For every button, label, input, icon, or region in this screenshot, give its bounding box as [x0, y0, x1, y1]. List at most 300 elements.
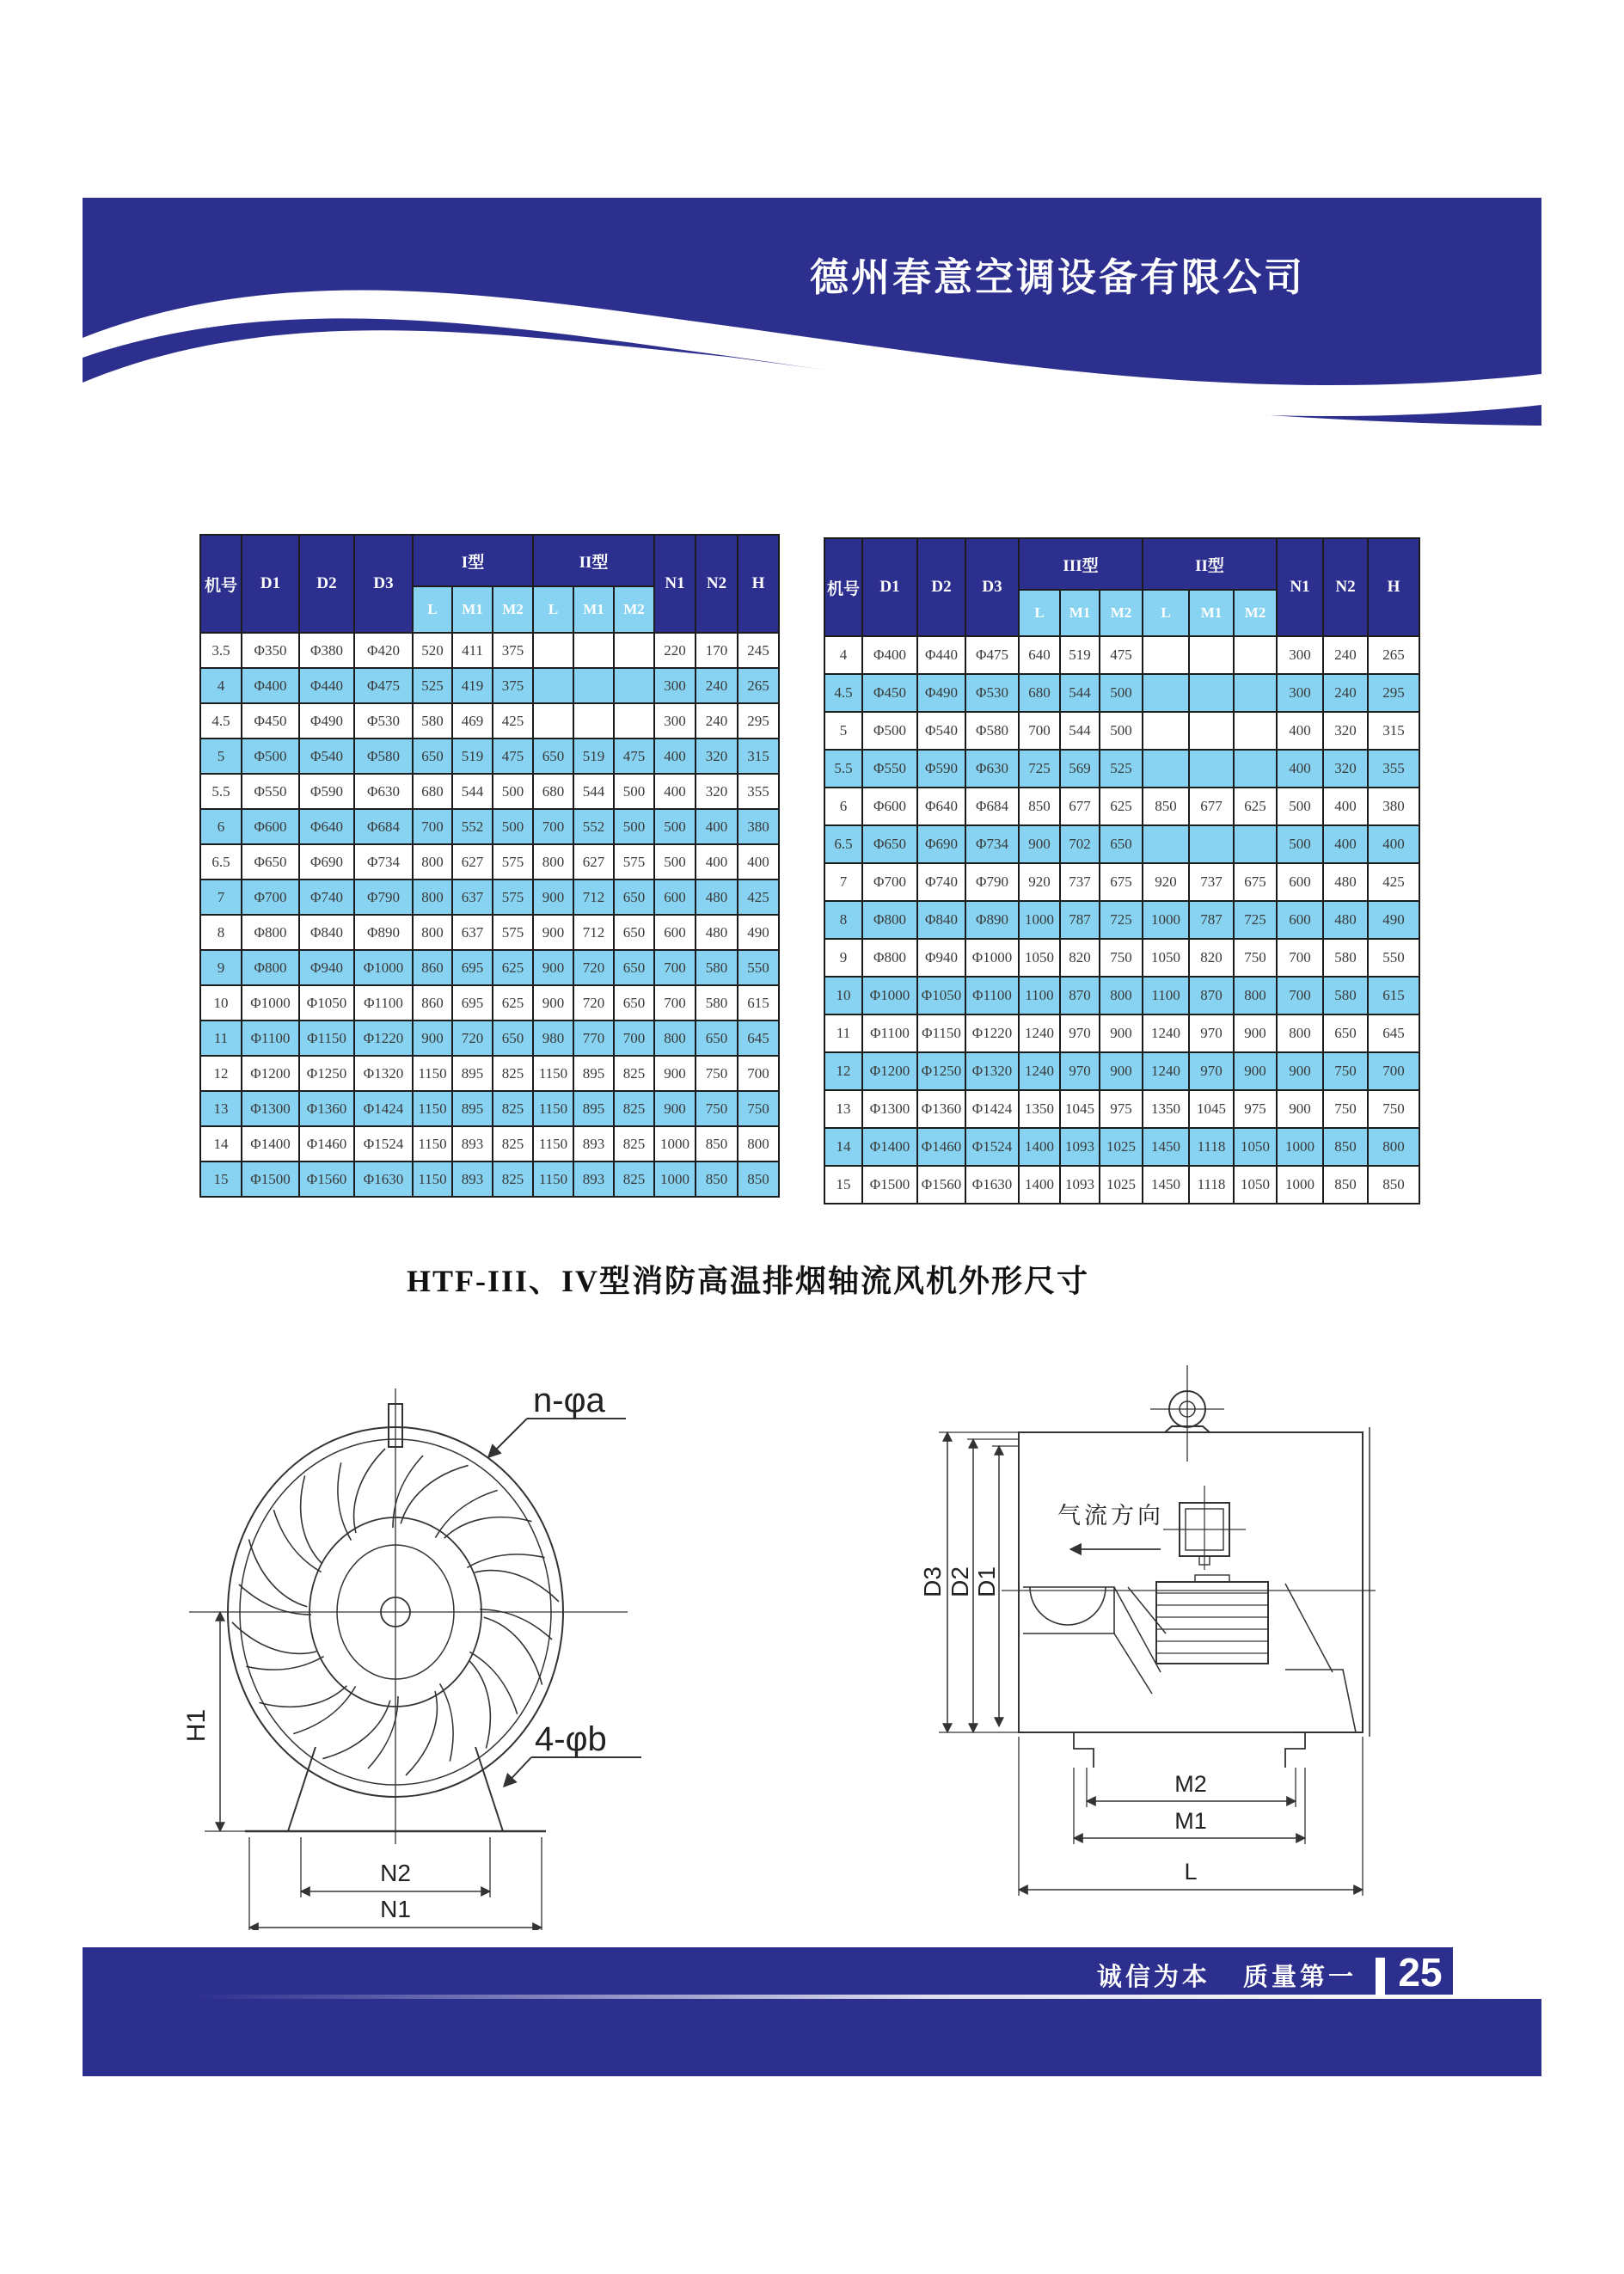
table-cell: 6.5 [824, 825, 862, 863]
dim-label-m1: M1 [1174, 1808, 1207, 1834]
table-cell: Φ840 [917, 901, 965, 939]
table-cell: 900 [1234, 1052, 1277, 1090]
table-cell: 750 [1234, 939, 1277, 977]
table-row [200, 1021, 779, 1056]
table-row [824, 1014, 1419, 1052]
table-row [824, 863, 1419, 901]
table-cell [1189, 750, 1234, 788]
table-cell: 1045 [1060, 1090, 1100, 1128]
table-cell: 650 [493, 1021, 533, 1056]
table-cell: Φ350 [242, 633, 299, 668]
dim-label-n1: N1 [380, 1896, 411, 1922]
table-cell: 575 [614, 844, 654, 880]
table-cell: Φ590 [917, 750, 965, 788]
table-cell: 400 [1368, 825, 1419, 863]
col-header-machine: 机号 [200, 535, 242, 633]
sub-col-m1: M1 [452, 586, 493, 633]
table-cell: 893 [573, 1126, 614, 1162]
table-cell: 700 [1277, 939, 1323, 977]
table-cell: Φ450 [242, 703, 299, 739]
table-cell: 645 [738, 1021, 779, 1056]
table-cell: 3.5 [200, 633, 242, 668]
header-wave-band [83, 198, 1541, 481]
table-cell: 550 [738, 950, 779, 985]
sub-col-l: L [413, 586, 452, 633]
table-cell: 1050 [1019, 939, 1060, 977]
table-cell: 10 [824, 977, 862, 1014]
table-cell: 825 [493, 1126, 533, 1162]
table-cell: 320 [696, 774, 738, 809]
table-cell: 11 [200, 1021, 242, 1056]
footer-band [83, 1947, 1541, 2076]
table-cell: 295 [1368, 674, 1419, 712]
callout-n-phi-a: n-φa [533, 1382, 605, 1419]
table-cell: 544 [452, 774, 493, 809]
table-row [200, 880, 779, 915]
table-cell: 320 [1323, 750, 1368, 788]
table-cell: 637 [452, 915, 493, 950]
table-cell: 700 [533, 809, 573, 844]
table-cell: 900 [1100, 1052, 1143, 1090]
table-cell: 800 [1368, 1128, 1419, 1166]
table-cell: 850 [1143, 788, 1189, 825]
dim-label-n2: N2 [380, 1860, 411, 1886]
table-cell: 315 [738, 739, 779, 774]
table-cell: Φ690 [917, 825, 965, 863]
table-cell: Φ540 [299, 739, 354, 774]
table-cell: Φ490 [299, 703, 354, 739]
sub-col-m2: M2 [493, 586, 533, 633]
table-cell: 245 [738, 633, 779, 668]
table-cell: 500 [493, 809, 533, 844]
table-cell: 893 [573, 1162, 614, 1197]
table-cell: 1150 [533, 1091, 573, 1126]
table-cell: 725 [1100, 901, 1143, 939]
table-row [200, 1056, 779, 1091]
table-cell: 1118 [1189, 1166, 1234, 1204]
table-cell: 1093 [1060, 1166, 1100, 1204]
table-cell: Φ1000 [862, 977, 917, 1014]
sub-col-m1: M1 [1189, 590, 1234, 636]
table-cell: 637 [452, 880, 493, 915]
table-cell: 900 [1100, 1014, 1143, 1052]
table-row [824, 674, 1419, 712]
table-cell: 240 [1323, 636, 1368, 674]
table-cell: 737 [1189, 863, 1234, 901]
table-cell: 380 [1368, 788, 1419, 825]
table-cell: 627 [452, 844, 493, 880]
table-cell [1234, 825, 1277, 863]
table-cell: 680 [1019, 674, 1060, 712]
table-cell: 8 [200, 915, 242, 950]
table-cell: 650 [614, 950, 654, 985]
dim-label-d1: D1 [973, 1566, 1000, 1597]
table-cell: 480 [696, 880, 738, 915]
table-cell: 800 [413, 844, 452, 880]
table-cell: 295 [738, 703, 779, 739]
col-header-d3: D3 [965, 538, 1019, 636]
table-cell: Φ630 [965, 750, 1019, 788]
table-cell: Φ734 [965, 825, 1019, 863]
table-row [824, 901, 1419, 939]
table-cell: 580 [1323, 939, 1368, 977]
table-cell: Φ790 [965, 863, 1019, 901]
table-cell: Φ800 [242, 950, 299, 985]
table-cell: 475 [493, 739, 533, 774]
table-cell: 600 [654, 880, 696, 915]
table-cell: Φ630 [354, 774, 413, 809]
table-row [200, 703, 779, 739]
group-header-type1: I型 [413, 535, 533, 586]
table-cell: 720 [573, 950, 614, 985]
table-cell: Φ1050 [299, 985, 354, 1021]
table-cell [1189, 825, 1234, 863]
table-cell: 11 [824, 1014, 862, 1052]
table-cell: 800 [738, 1126, 779, 1162]
table-cell: 1093 [1060, 1128, 1100, 1166]
table-cell: Φ740 [299, 880, 354, 915]
table-cell: Φ650 [862, 825, 917, 863]
callout-4-phi-b: 4-φb [535, 1720, 607, 1758]
table-cell: 650 [614, 915, 654, 950]
table-cell: Φ890 [965, 901, 1019, 939]
table-cell: 850 [696, 1162, 738, 1197]
table-cell: 469 [452, 703, 493, 739]
table-cell: 700 [1019, 712, 1060, 750]
col-header-d2: D2 [917, 538, 965, 636]
table-cell: Φ400 [242, 668, 299, 703]
table-row [824, 636, 1419, 674]
table-cell: 970 [1189, 1014, 1234, 1052]
table-cell: 970 [1060, 1014, 1100, 1052]
table-cell: Φ690 [299, 844, 354, 880]
table-cell: 750 [696, 1091, 738, 1126]
table-cell: 750 [738, 1091, 779, 1126]
table-cell: Φ840 [299, 915, 354, 950]
table-cell [1143, 674, 1189, 712]
table-cell [1143, 825, 1189, 863]
table-cell: 900 [1277, 1052, 1323, 1090]
table-cell: 650 [413, 739, 452, 774]
table-cell: 850 [738, 1162, 779, 1197]
table-cell: Φ684 [354, 809, 413, 844]
table-cell: 820 [1189, 939, 1234, 977]
table-cell: 737 [1060, 863, 1100, 901]
table-cell: 475 [1100, 636, 1143, 674]
table-cell: 6.5 [200, 844, 242, 880]
table-cell: 1118 [1189, 1128, 1234, 1166]
table-cell: 1100 [1019, 977, 1060, 1014]
table-cell: 625 [1100, 788, 1143, 825]
col-header-d2: D2 [299, 535, 354, 633]
table-cell: 490 [1368, 901, 1419, 939]
table-cell: 400 [1323, 788, 1368, 825]
table-cell: Φ1050 [917, 977, 965, 1014]
table-cell: 480 [1323, 901, 1368, 939]
table-cell: Φ540 [917, 712, 965, 750]
table-cell: 725 [1234, 901, 1277, 939]
table-cell [1143, 712, 1189, 750]
table-cell: 265 [738, 668, 779, 703]
table-cell [1189, 674, 1234, 712]
table-cell: 1150 [533, 1162, 573, 1197]
table-cell: 500 [1100, 712, 1143, 750]
table-cell: 700 [413, 809, 452, 844]
table-cell: 625 [1234, 788, 1277, 825]
table-row [200, 915, 779, 950]
table-cell: 625 [493, 985, 533, 1021]
fan-front-view-drawing [112, 1328, 714, 1930]
table-cell: 519 [452, 739, 493, 774]
table-cell: 800 [413, 880, 452, 915]
table-cell: Φ1250 [299, 1056, 354, 1091]
table-cell: 480 [696, 915, 738, 950]
table-cell: Φ1320 [354, 1056, 413, 1091]
table-cell: 850 [1323, 1166, 1368, 1204]
table-cell: Φ1524 [965, 1128, 1019, 1166]
table-cell: 787 [1189, 901, 1234, 939]
table-cell: Φ420 [354, 633, 413, 668]
table-cell: 695 [452, 950, 493, 985]
table-cell: 500 [614, 809, 654, 844]
table-cell: Φ1500 [862, 1166, 917, 1204]
table-row [824, 1090, 1419, 1128]
table-cell: 525 [1100, 750, 1143, 788]
table-cell: 580 [696, 950, 738, 985]
table-cell: 750 [1323, 1052, 1368, 1090]
table-cell: Φ500 [242, 739, 299, 774]
table-cell: Φ800 [242, 915, 299, 950]
table-cell: 1000 [1277, 1128, 1323, 1166]
sub-col-l: L [1143, 590, 1189, 636]
table-cell: 265 [1368, 636, 1419, 674]
dim-label-l: L [1184, 1859, 1198, 1885]
table-cell: 315 [1368, 712, 1419, 750]
table-cell: 400 [1277, 750, 1323, 788]
table-cell: 700 [654, 985, 696, 1021]
table-cell: 419 [452, 668, 493, 703]
table-cell: Φ580 [965, 712, 1019, 750]
table-cell: Φ1000 [965, 939, 1019, 977]
table-row [824, 939, 1419, 977]
group-header-type3: III型 [1019, 538, 1143, 590]
table-cell: 920 [1143, 863, 1189, 901]
table-cell: Φ1250 [917, 1052, 965, 1090]
table-cell: Φ380 [299, 633, 354, 668]
table-cell: 500 [1100, 674, 1143, 712]
dim-label-m2: M2 [1174, 1771, 1207, 1797]
table-row [824, 1128, 1419, 1166]
table-cell: 825 [493, 1091, 533, 1126]
table-cell: 552 [452, 809, 493, 844]
table-cell: Φ1400 [862, 1128, 917, 1166]
table-cell: 1240 [1019, 1014, 1060, 1052]
sub-col-m2: M2 [1234, 590, 1277, 636]
table-cell [573, 633, 614, 668]
table-cell: 400 [1323, 825, 1368, 863]
table-cell [614, 633, 654, 668]
table-row [200, 809, 779, 844]
table-cell: 1000 [654, 1162, 696, 1197]
table-cell [1189, 636, 1234, 674]
table-cell: 1000 [1277, 1166, 1323, 1204]
col-header-n1: N1 [654, 535, 696, 633]
table-cell: 9 [824, 939, 862, 977]
table-cell: 800 [1234, 977, 1277, 1014]
table-cell: 700 [1368, 1052, 1419, 1090]
col-header-d3: D3 [354, 535, 413, 633]
table-row [200, 844, 779, 880]
table-cell: 12 [824, 1052, 862, 1090]
table-cell [533, 703, 573, 739]
table-cell: 920 [1019, 863, 1060, 901]
table-cell: 425 [738, 880, 779, 915]
table-cell: 10 [200, 985, 242, 1021]
table-row [824, 750, 1419, 788]
table-cell: Φ600 [862, 788, 917, 825]
table-cell: Φ490 [917, 674, 965, 712]
table-cell: Φ1524 [354, 1126, 413, 1162]
table-cell: 1050 [1234, 1128, 1277, 1166]
table-cell: Φ1100 [965, 977, 1019, 1014]
table-cell: Φ1360 [299, 1091, 354, 1126]
table-cell: 650 [1323, 1014, 1368, 1052]
table-cell: 500 [654, 844, 696, 880]
table-row [824, 977, 1419, 1014]
table-cell [573, 703, 614, 739]
table-cell: 1100 [1143, 977, 1189, 1014]
fan-side-view-drawing [894, 1333, 1444, 1934]
airflow-direction-label: 气流方向 [1057, 1503, 1164, 1529]
footer-slogans [1075, 1958, 1357, 1993]
table-cell: 300 [1277, 674, 1323, 712]
table-cell: 825 [614, 1056, 654, 1091]
table-cell: 895 [573, 1056, 614, 1091]
table-row [200, 1162, 779, 1197]
table-cell: 400 [654, 774, 696, 809]
col-header-d1: D1 [242, 535, 299, 633]
table-cell: 825 [614, 1091, 654, 1126]
group-header-type2: II型 [533, 535, 654, 586]
table-row [824, 788, 1419, 825]
table-cell: 800 [1277, 1014, 1323, 1052]
table-cell: 1150 [413, 1162, 452, 1197]
table-cell: 1240 [1019, 1052, 1060, 1090]
table-cell: 675 [1100, 863, 1143, 901]
table-row [824, 1166, 1419, 1204]
table-cell: 6 [824, 788, 862, 825]
table-cell: 575 [493, 844, 533, 880]
table-cell: 500 [493, 774, 533, 809]
table-cell: 1150 [533, 1126, 573, 1162]
table-cell: 1240 [1143, 1052, 1189, 1090]
table-cell: 860 [413, 985, 452, 1021]
sub-col-l: L [533, 586, 573, 633]
table-cell: 1025 [1100, 1166, 1143, 1204]
table-cell: 425 [1368, 863, 1419, 901]
table-cell: Φ940 [917, 939, 965, 977]
col-header-h: H [738, 535, 779, 633]
table-cell: 13 [200, 1091, 242, 1126]
table-cell [1234, 674, 1277, 712]
table-row [200, 1126, 779, 1162]
table-cell: Φ790 [354, 880, 413, 915]
table-cell: Φ1560 [917, 1166, 965, 1204]
table-cell: Φ1320 [965, 1052, 1019, 1090]
table-cell: 680 [413, 774, 452, 809]
table-cell: 240 [1323, 674, 1368, 712]
table-cell: Φ734 [354, 844, 413, 880]
table-cell: Φ640 [299, 809, 354, 844]
table-cell: Φ684 [965, 788, 1019, 825]
table-cell: 720 [573, 985, 614, 1021]
table-cell: 712 [573, 880, 614, 915]
table-cell: Φ1460 [917, 1128, 965, 1166]
table-cell: 625 [493, 950, 533, 985]
table-cell: Φ1630 [965, 1166, 1019, 1204]
table-cell: Φ700 [862, 863, 917, 901]
table-cell: 677 [1189, 788, 1234, 825]
table-cell: 870 [1189, 977, 1234, 1014]
table-cell: 220 [654, 633, 696, 668]
table-cell: Φ800 [862, 939, 917, 977]
table-cell: 1050 [1143, 939, 1189, 977]
table-row [200, 985, 779, 1021]
table-cell: 900 [1277, 1090, 1323, 1128]
table-cell: Φ1100 [242, 1021, 299, 1056]
table-cell: 480 [1323, 863, 1368, 901]
table-cell: Φ475 [965, 636, 1019, 674]
section-title: HTF-III、IV型消防高温排烟轴流风机外形尺寸 [406, 1264, 1090, 1298]
table-cell: Φ1100 [354, 985, 413, 1021]
table-cell: 8 [824, 901, 862, 939]
table-cell: 490 [738, 915, 779, 950]
table-cell [1189, 712, 1234, 750]
group-header-type2: II型 [1143, 538, 1277, 590]
table-cell: 300 [654, 703, 696, 739]
table-cell: Φ400 [862, 636, 917, 674]
table-cell: 650 [614, 985, 654, 1021]
table-cell: Φ1220 [354, 1021, 413, 1056]
table-cell: Φ550 [862, 750, 917, 788]
table-cell: 850 [696, 1126, 738, 1162]
table-cell: 600 [654, 915, 696, 950]
footer-divider-line [194, 1995, 1541, 1999]
table-cell: 6 [200, 809, 242, 844]
table-cell: 400 [696, 809, 738, 844]
table-cell: 400 [1277, 712, 1323, 750]
table-cell: 7 [200, 880, 242, 915]
table-cell [533, 668, 573, 703]
table-cell: Φ500 [862, 712, 917, 750]
table-cell: 355 [1368, 750, 1419, 788]
page-number: 25 [1398, 1950, 1443, 1995]
table-cell: Φ1300 [862, 1090, 917, 1128]
table-cell: 975 [1234, 1090, 1277, 1128]
table-cell: 4.5 [824, 674, 862, 712]
table-cell: 375 [493, 633, 533, 668]
table-cell: Φ530 [354, 703, 413, 739]
table-cell: Φ580 [354, 739, 413, 774]
table-cell: 1450 [1143, 1128, 1189, 1166]
table-cell: 900 [654, 1091, 696, 1126]
dimension-table-type1-2 [199, 534, 780, 1198]
table-cell: 787 [1060, 901, 1100, 939]
table-cell: Φ1150 [299, 1021, 354, 1056]
table-cell: 1000 [654, 1126, 696, 1162]
table-cell: 7 [824, 863, 862, 901]
table-cell: 5.5 [824, 750, 862, 788]
